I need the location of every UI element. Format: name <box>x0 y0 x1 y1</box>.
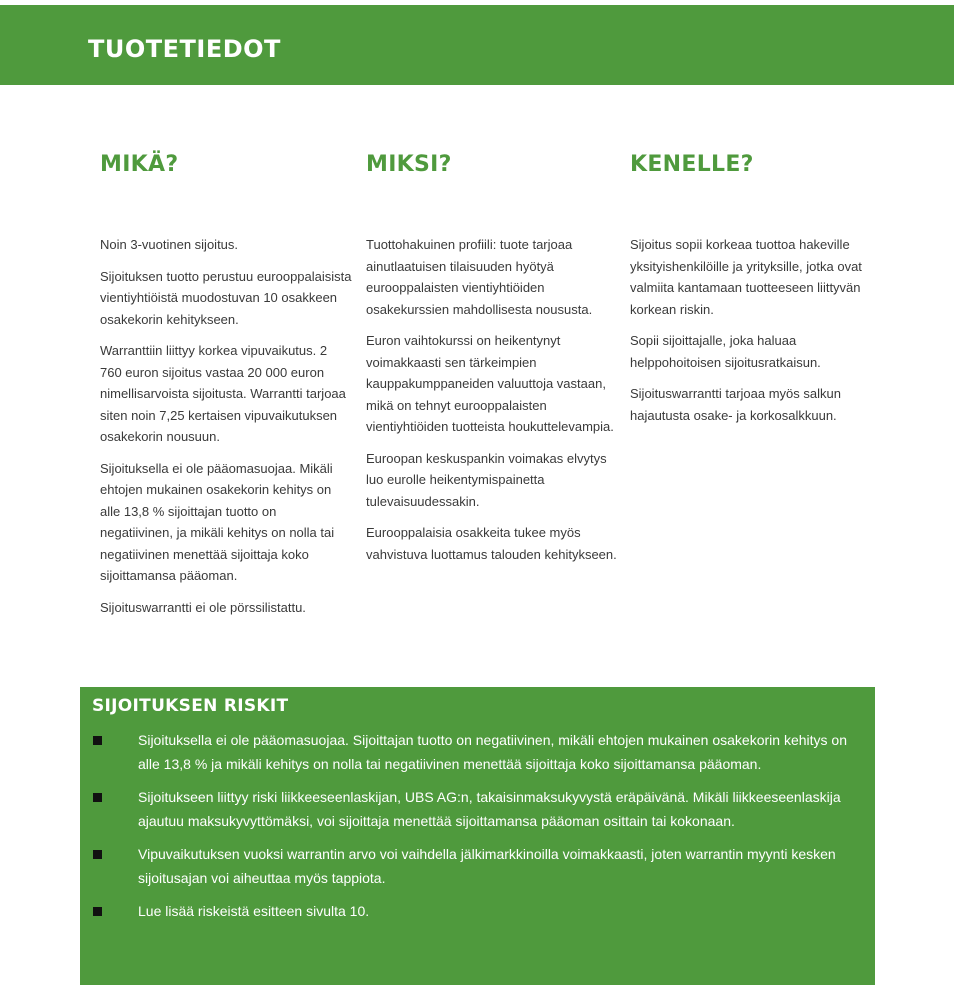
paragraph: Sijoituswarrantti tarjoaa myös salkun hajautusta osake- ja korkosalkkuun. <box>630 386 841 423</box>
risk-item <box>80 900 875 924</box>
risk-item <box>80 843 875 890</box>
risks-heading: SIJOITUKSEN RISKIT <box>92 696 289 716</box>
column-mika <box>100 152 352 628</box>
risk-item <box>80 786 875 833</box>
paragraph: Sopii sijoittajalle, joka haluaa helppohoitoisen sijoitusratkaisun. <box>630 333 821 370</box>
risk-text: Vipuvaikutuksen vuoksi warrantin arvo voi vaihdella jälkimarkkinoilla voimakkaasti, joten warrantin myynti kesken sijoitusajan voi aiheuttaa myös tappiota. <box>138 846 836 886</box>
paragraph: Sijoituswarrantti ei ole pörssilistattu. <box>100 599 306 615</box>
column-heading-mika: MIKÄ? <box>100 152 179 177</box>
risk-text: Lue lisää riskeistä esitteen sivulta 10. <box>138 903 370 919</box>
square-bullet-icon <box>93 907 102 916</box>
paragraph: Tuottohakuinen profiili: tuote tarjoaa ainutlaatuisen tilaisuuden hyötyä eurooppalaisten vientiyhtiöiden osakekurssien mahdollisesta noususta. <box>366 237 593 317</box>
square-bullet-icon <box>93 850 102 859</box>
square-bullet-icon <box>93 793 102 802</box>
risk-text: Sijoitukseen liittyy riski liikkeeseenlaskijan, UBS AG:n, takaisinmaksukyvystä eräpäivänä. Mikäli liikkeeseenlaskija ajautuu maksukyvyttömäksi, voi sijoittaja menettää sijoittamansa pääoman osittain tai kokonaan. <box>138 789 841 829</box>
paragraph: Noin 3-vuotinen sijoitus. <box>100 237 239 252</box>
column-heading-kenelle: KENELLE? <box>630 152 754 177</box>
paragraph: Euroopan keskuspankin voimakas elvytys luo eurolle heikentymispainetta tulevaisuudessakin. <box>366 450 607 509</box>
paragraph: Sijoituksella ei ole pääomasuojaa. Mikäli ehtojen mukainen osakekorin kehitys on alle 13,8 % sijoittajan tuotto on negatiivinen, ja mikäli kehitys on nolla tai negatiivinen menettää sijoittaja koko sijoittamansa pääoman. <box>100 460 335 583</box>
risks-box <box>80 687 875 985</box>
column-miksi <box>366 152 618 575</box>
page-header <box>0 5 954 85</box>
paragraph: Sijoituksen tuotto perustuu eurooppalaisista vientiyhtiöistä muodostuvan 10 osakkeen osakekorin kehitykseen. <box>100 268 352 327</box>
paragraph: Warranttiin liittyy korkea vipuvaikutus. 2 760 euron sijoitus vastaa 20 000 euron nimellisarvoista sijoitusta. Warrantti tarjoaa siten noin 7,25 kertaisen vipuvaikutuksen osakekorin nousuun. <box>100 343 346 444</box>
page-title: TUOTETIEDOT <box>88 35 281 63</box>
paragraph: Sijoitus sopii korkeaa tuottoa hakeville yksityishenkilöille ja yrityksille, jotka ovat valmiita kantamaan tuotteeseen liittyvän korkean riskin. <box>630 237 862 317</box>
paragraph: Euron vaihtokurssi on heikentynyt voimakkaasti sen tärkeimpien kauppakumppaneiden valuuttoja vastaan, mikä on tehnyt eurooppalaisten vientiyhtiöiden tuotteista houkuttelevampia. <box>366 333 614 434</box>
column-kenelle <box>630 152 875 436</box>
square-bullet-icon <box>93 736 102 745</box>
column-heading-miksi: MIKSI? <box>366 152 452 177</box>
risk-item <box>80 729 875 776</box>
risk-text: Sijoituksella ei ole pääomasuojaa. Sijoittajan tuotto on negatiivinen, mikäli ehtojen mukainen osakekorin kehitys on alle 13,8 % ja mikäli kehitys on nolla tai negatiivinen menettää sijoittaja koko sijoittamansa pääoman. <box>138 732 847 772</box>
risks-list <box>80 729 875 934</box>
paragraph: Eurooppalaisia osakkeita tukee myös vahvistuva luottamus talouden kehitykseen. <box>366 525 617 562</box>
